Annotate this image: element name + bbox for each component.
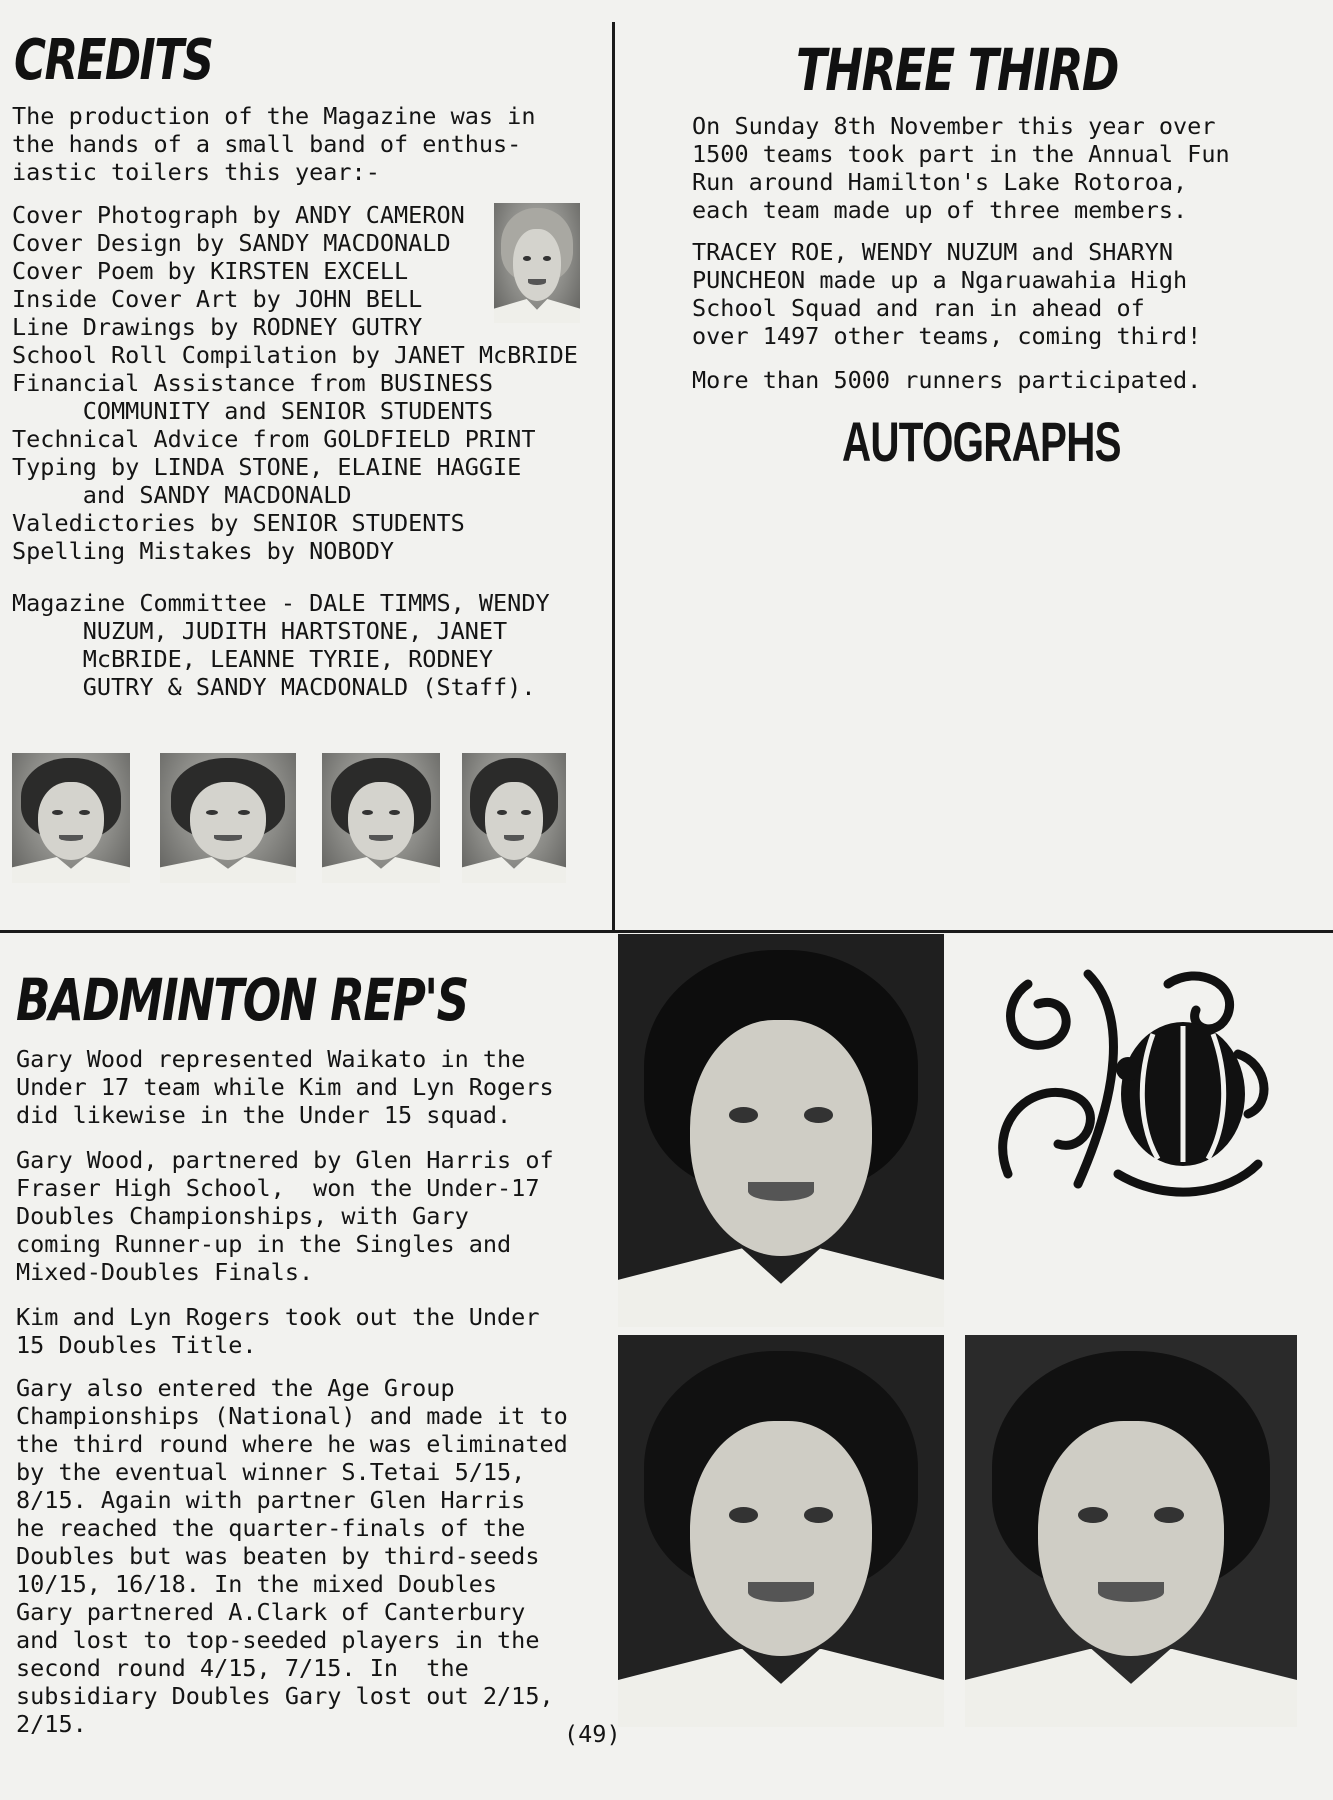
- three-third-heading: THREE THIRD: [796, 36, 1118, 104]
- committee-photo: [462, 753, 566, 883]
- three-third-paragraph: On Sunday 8th November this year over 1500 teams took part in the Annual Fun Run around Hamilton's Lake Rotoroa, each team made up of three members.: [692, 112, 1230, 224]
- committee-photo: [160, 753, 296, 883]
- page-number: (49): [564, 1720, 621, 1748]
- three-third-paragraph: More than 5000 runners participated.: [692, 366, 1202, 394]
- badminton-paragraph: Kim and Lyn Rogers took out the Under 15 Doubles Title.: [16, 1303, 540, 1359]
- autograph-area: [640, 480, 1290, 910]
- badminton-paragraph: Gary Wood represented Waikato in the Under 17 team while Kim and Lyn Rogers did likewise in the Under 15 squad.: [16, 1045, 554, 1129]
- committee-photo: [322, 753, 440, 883]
- vertical-divider: [612, 22, 615, 932]
- portrait-photo: [494, 203, 580, 323]
- badminton-paragraph: Gary Wood, partnered by Glen Harris of Fraser High School, won the Under-17 Doubles Championships, with Gary coming Runner-up in the Singles and Mixed-Doubles Finals.: [16, 1146, 554, 1286]
- horizontal-divider: [0, 930, 1333, 933]
- credits-intro: The production of the Magazine was in the hands of a small band of enthus- iastic toilers this year:-: [12, 102, 536, 186]
- magazine-committee: Magazine Committee - DALE TIMMS, WENDY NUZUM, JUDITH HARTSTONE, JANET McBRIDE, LEANNE TYRIE, RODNEY GUTRY & SANDY MACDONALD (Staff).: [12, 589, 550, 701]
- credits-heading: CREDITS: [14, 28, 213, 93]
- autographs-heading: AUTOGRAPHS: [842, 410, 1121, 473]
- badminton-heading: BADMINTON REP'S: [16, 966, 468, 1034]
- badminton-photo-large: [618, 934, 944, 1327]
- credits-list: Cover Photograph by ANDY CAMERON Cover Design by SANDY MACDONALD Cover Poem by KIRSTEN EXCELL Inside Cover Art by JOHN BELL Line Drawings by RODNEY GUTRY School Roll Compilation by JANET McBRIDE Financial Assistance from BUSINESS COMMUNITY and SENIOR STUDENTS Technical Advice from GOLDFIELD PRINT Typing by LINDA STONE, ELAINE HAGGIE and SANDY MACDONALD Valedictories by SENIOR STUDENTS Spelling Mistakes by NOBODY: [12, 201, 578, 565]
- committee-photo: [12, 753, 130, 883]
- badminton-paragraph: Gary also entered the Age Group Championships (National) and made it to the third round where he was eliminated by the eventual winner S.Tetai 5/15, 8/15. Again with partner Glen Harris he reached the quarter-finals of the Doubles but was beaten by third-seeds 10/15, 16/18. In the mixed Doubles Gary partnered A.Clark of Canterbury and lost to top-seeded players in the second round 4/15, 7/15. In the subsidiary Doubles Gary lost out 2/15, 2/15.: [16, 1374, 568, 1738]
- badminton-photo: [965, 1335, 1297, 1727]
- ornament-icon: [968, 944, 1288, 1214]
- badminton-photo: [618, 1335, 944, 1727]
- three-third-paragraph: TRACEY ROE, WENDY NUZUM and SHARYN PUNCHEON made up a Ngaruawahia High School Squad and ran in ahead of over 1497 other teams, coming third!: [692, 238, 1202, 350]
